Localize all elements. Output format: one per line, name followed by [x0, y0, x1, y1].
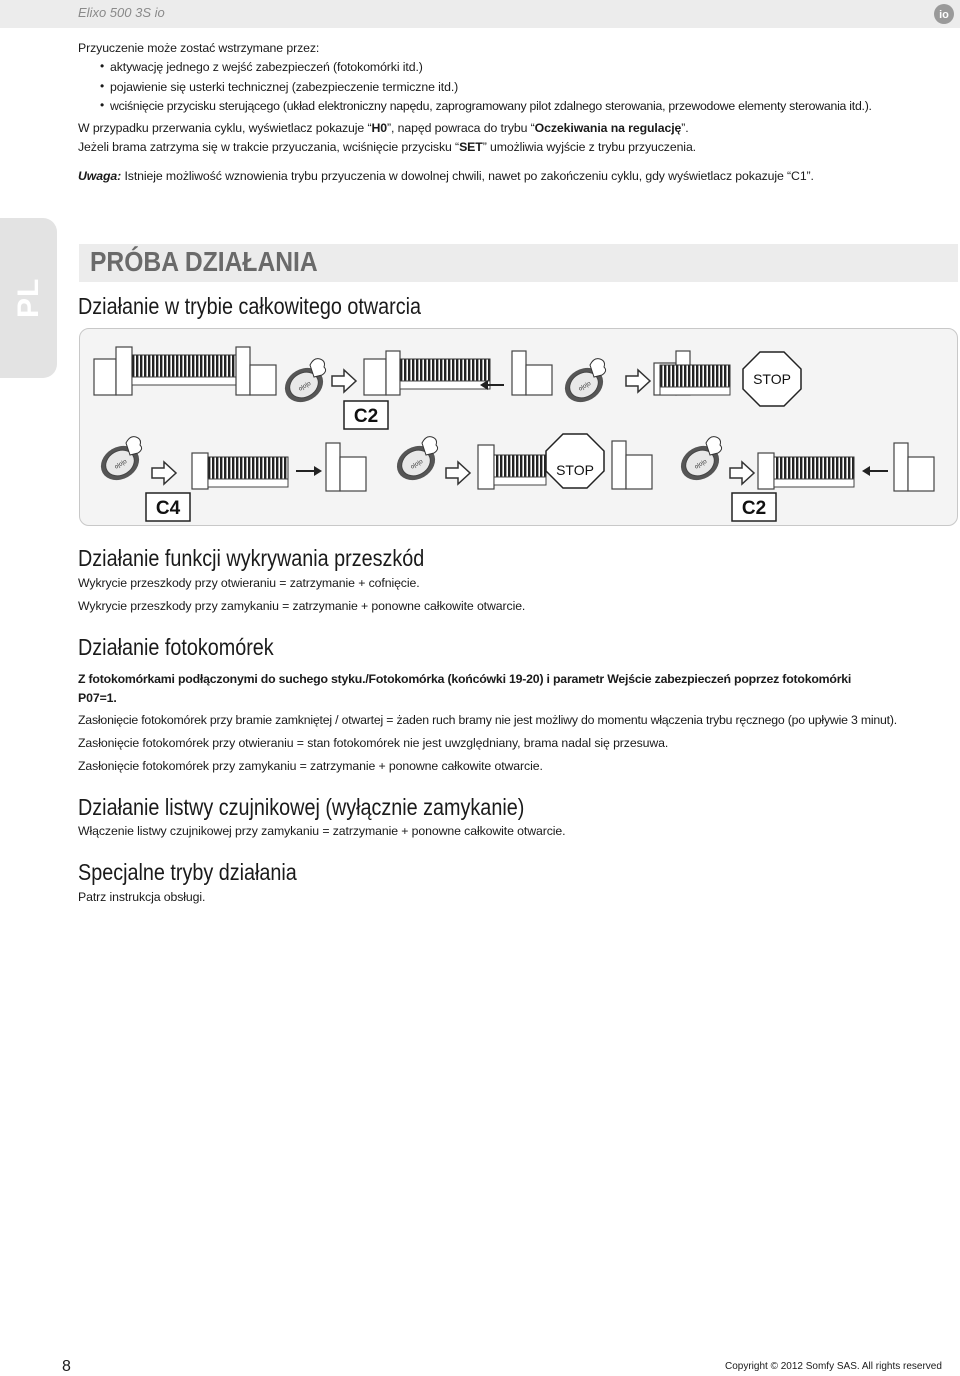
svg-text:C2: C2 [353, 406, 379, 427]
photocell-line-1: Zasłonięcie fotokomórek przy bramie zamkniętej / otwartej = żaden ruch bramy nie jest możliwy do momentu włączenia trybu ręcznego (po upływie 3 minut). [78, 713, 897, 727]
display-c4 [146, 493, 190, 521]
copyright: Copyright © 2012 Somfy SAS. All rights reserved [725, 1361, 942, 1372]
photocell-line-3: Zasłonięcie fotokomórek przy zamykaniu = zatrzymanie + ponowne całkowite otwarcie. [78, 759, 543, 773]
section-title: PRÓBA DZIAŁANIA [90, 246, 318, 277]
step-arrow-icon-1 [332, 370, 356, 392]
document-title: Elixo 500 3S io [78, 5, 165, 20]
bullet-icon: • [100, 59, 105, 73]
gate-post-2 [612, 441, 652, 489]
intro-line: Przyuczenie może zostać wstrzymane przez: [78, 41, 320, 55]
bullet-icon: • [100, 79, 105, 93]
stop-sign-2 [546, 434, 604, 488]
heading-obstacle: Działanie funkcji wykrywania przeszkód [78, 545, 425, 571]
stop-sign-1 [743, 352, 801, 406]
special-modes-line: Patrz instrukcja obsługi. [78, 890, 206, 904]
heading-safety-edge: Działanie listwy czujnikowej (wyłącznie zamykanie) [78, 794, 525, 820]
remote-control-icon-3 [95, 437, 146, 487]
svg-text:C2: C2 [741, 498, 767, 519]
page-number: 8 [62, 1358, 71, 1375]
language-tab-label: PL [12, 277, 45, 318]
gate-opening-2 [758, 443, 934, 491]
photocell-bold-line-1: Z fotokomórkami podłączonymi do suchego styku./Fotokomórka (końcówki 19-20) i parametr Wejście zabezpieczeń poprzez fotokomórki [78, 672, 852, 686]
gate-opening-1 [364, 351, 552, 395]
remote-control-icon-1 [279, 359, 330, 409]
heading-photocells: Działanie fotokomórek [78, 634, 274, 660]
obstacle-line-2: Wykrycie przeszkody przy zamykaniu = zatrzymanie + ponowne całkowite otwarcie. [78, 599, 526, 613]
operation-diagram-svg: o|o|o C2 STOP C4 STOP C2 [80, 329, 957, 525]
step-arrow-icon-5 [730, 462, 754, 484]
operation-diagram [73, 324, 958, 526]
svg-text:STOP: STOP [753, 371, 791, 387]
photocell-line-2: Zasłonięcie fotokomórek przy otwieraniu = stan fotokomórek nie jest uwzględniany, brama nadal się przesuwa. [78, 736, 669, 750]
intro-bullet-1: aktywację jednego z wejść zabezpieczeń (fotokomórki itd.) [110, 60, 423, 74]
gate-closed-1 [94, 347, 276, 395]
intro-bullet-2: pojawienie się usterki technicznej (zabezpieczenie termiczne itd.) [110, 80, 459, 94]
io-logo-icon [932, 3, 956, 27]
obstacle-line-1: Wykrycie przeszkody przy otwieraniu = zatrzymanie + cofnięcie. [78, 576, 420, 590]
bullet-icon: • [100, 98, 105, 112]
note-line: Uwaga: Istnieje możliwość wznowienia trybu przyuczenia w dowolnej chwili, nawet po zakończeniu cyklu, gdy wyświetlacz pokazuje “C1”. [78, 169, 814, 183]
photocell-bold-line-2: P07=1. [78, 691, 117, 705]
remote-control-icon-5 [675, 437, 726, 487]
remote-control-icon-4 [391, 437, 442, 487]
gate-stopped-2 [478, 445, 546, 489]
step-arrow-icon-2 [626, 370, 650, 392]
gate-stopped-1 [654, 351, 730, 395]
interrupt-line: W przypadku przerwania cyklu, wyświetlacz pokazuje “H0”, napęd powraca do trybu “Oczekiwania na regulację”. [78, 121, 689, 135]
display-c2-1 [344, 401, 388, 429]
intro-bullet-3: wciśnięcie przycisku sterującego (układ elektroniczny napędu, zaprogramowany pilot zdalnego sterowania, przewodowe elementy sterowania itd.). [110, 99, 872, 113]
gate-closing-1 [192, 443, 366, 491]
svg-text:STOP: STOP [556, 462, 594, 478]
io-logo-text: io [939, 9, 949, 21]
step-arrow-icon-3 [152, 462, 176, 484]
step-arrow-icon-4 [446, 462, 470, 484]
safety-edge-line: Włączenie listwy czujnikowej przy zamykaniu = zatrzymanie + ponowne całkowite otwarcie. [78, 824, 566, 838]
svg-text:C4: C4 [155, 498, 181, 519]
heading-full-open: Działanie w trybie całkowitego otwarcia [78, 293, 422, 319]
heading-special-modes: Specjalne tryby działania [78, 859, 297, 885]
stop-line: Jeżeli brama zatrzyma się w trakcie przyuczania, wciśnięcie przycisku “SET” umożliwia wyjście z trybu przyuczenia. [78, 140, 696, 154]
display-c2-2 [732, 493, 776, 521]
remote-control-icon-2 [559, 359, 610, 409]
